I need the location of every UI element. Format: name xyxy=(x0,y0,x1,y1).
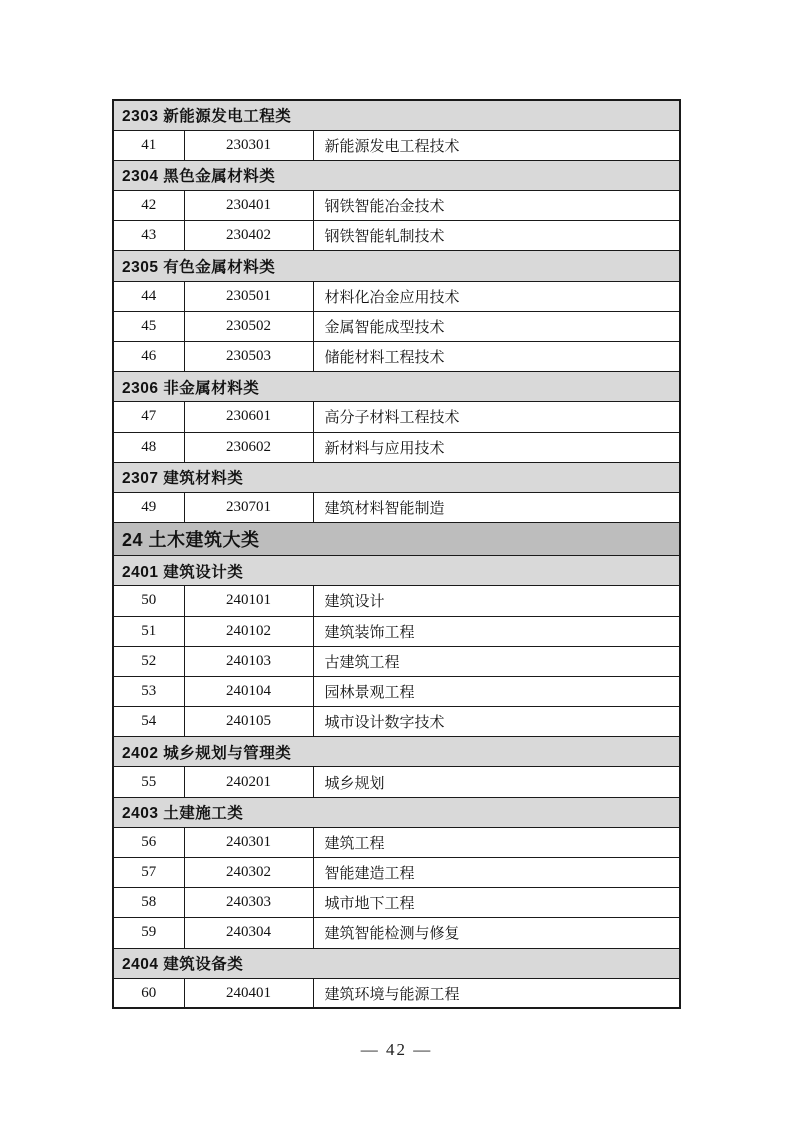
major-row xyxy=(113,676,680,706)
major-name-cell: 智能建造工程 xyxy=(313,858,680,888)
page-number xyxy=(0,1040,793,1060)
major-row xyxy=(113,130,680,160)
category-header-cell: 2402 城乡规划与管理类 xyxy=(113,737,680,767)
major-seq-cell: 60 xyxy=(113,978,184,1008)
major-code-cell: 240103 xyxy=(184,646,313,676)
major-row xyxy=(113,646,680,676)
major-row xyxy=(113,342,680,372)
major-row xyxy=(113,707,680,737)
major-name-cell: 高分子材料工程技术 xyxy=(313,402,680,432)
category-header-cell: 2403 土建施工类 xyxy=(113,797,680,827)
category-header-cell: 2303 新能源发电工程类 xyxy=(113,100,680,130)
major-seq-cell: 50 xyxy=(113,586,184,616)
major-code-cell: 230301 xyxy=(184,130,313,160)
major-code-cell: 230601 xyxy=(184,402,313,432)
major-name-cell: 城市设计数字技术 xyxy=(313,707,680,737)
category-header-row xyxy=(113,556,680,586)
major-row xyxy=(113,767,680,797)
major-seq-cell: 47 xyxy=(113,402,184,432)
major-name-cell: 城乡规划 xyxy=(313,767,680,797)
major-code-cell: 230502 xyxy=(184,311,313,341)
major-name-cell: 新能源发电工程技术 xyxy=(313,130,680,160)
major-seq-cell: 59 xyxy=(113,918,184,948)
major-row xyxy=(113,221,680,251)
major-row xyxy=(113,402,680,432)
major-row xyxy=(113,858,680,888)
major-seq-cell: 51 xyxy=(113,616,184,646)
category-header-row xyxy=(113,100,680,130)
major-code-cell: 240105 xyxy=(184,707,313,737)
major-row xyxy=(113,888,680,918)
category-header-row xyxy=(113,372,680,402)
major-name-cell: 新材料与应用技术 xyxy=(313,432,680,462)
category-header-cell: 2306 非金属材料类 xyxy=(113,372,680,402)
major-seq-cell: 45 xyxy=(113,311,184,341)
major-row xyxy=(113,432,680,462)
major-code-cell: 240201 xyxy=(184,767,313,797)
major-code-cell: 230503 xyxy=(184,342,313,372)
majors-table xyxy=(112,99,681,1009)
major-code-cell: 230501 xyxy=(184,281,313,311)
major-name-cell: 储能材料工程技术 xyxy=(313,342,680,372)
category-header-row xyxy=(113,160,680,190)
major-seq-cell: 56 xyxy=(113,827,184,857)
major-seq-cell: 46 xyxy=(113,342,184,372)
major-name-cell: 建筑装饰工程 xyxy=(313,616,680,646)
major-code-cell: 230401 xyxy=(184,191,313,221)
major-seq-cell: 42 xyxy=(113,191,184,221)
class-header-row xyxy=(113,523,680,556)
category-header-cell: 2304 黑色金属材料类 xyxy=(113,160,680,190)
major-row xyxy=(113,311,680,341)
major-code-cell: 240104 xyxy=(184,676,313,706)
major-seq-cell: 52 xyxy=(113,646,184,676)
major-name-cell: 园林景观工程 xyxy=(313,676,680,706)
major-seq-cell: 44 xyxy=(113,281,184,311)
major-seq-cell: 58 xyxy=(113,888,184,918)
major-code-cell: 240101 xyxy=(184,586,313,616)
major-row xyxy=(113,281,680,311)
major-code-cell: 230602 xyxy=(184,432,313,462)
category-header-row xyxy=(113,797,680,827)
major-name-cell: 城市地下工程 xyxy=(313,888,680,918)
category-header-row xyxy=(113,251,680,281)
category-header-row xyxy=(113,462,680,492)
major-name-cell: 材料化冶金应用技术 xyxy=(313,281,680,311)
major-code-cell: 230701 xyxy=(184,492,313,522)
major-seq-cell: 49 xyxy=(113,492,184,522)
major-code-cell: 230402 xyxy=(184,221,313,251)
major-row xyxy=(113,191,680,221)
major-seq-cell: 43 xyxy=(113,221,184,251)
major-row xyxy=(113,978,680,1008)
class-header-cell: 24 土木建筑大类 xyxy=(113,523,680,556)
major-name-cell: 建筑智能检测与修复 xyxy=(313,918,680,948)
major-code-cell: 240102 xyxy=(184,616,313,646)
major-name-cell: 钢铁智能轧制技术 xyxy=(313,221,680,251)
major-seq-cell: 57 xyxy=(113,858,184,888)
major-seq-cell: 54 xyxy=(113,707,184,737)
major-code-cell: 240401 xyxy=(184,978,313,1008)
category-header-cell: 2401 建筑设计类 xyxy=(113,556,680,586)
major-row xyxy=(113,586,680,616)
major-row xyxy=(113,616,680,646)
major-row xyxy=(113,492,680,522)
page-number-label: — 42 — xyxy=(360,1040,433,1059)
category-header-row xyxy=(113,737,680,767)
major-name-cell: 建筑环境与能源工程 xyxy=(313,978,680,1008)
category-header-cell: 2305 有色金属材料类 xyxy=(113,251,680,281)
category-header-row xyxy=(113,948,680,978)
major-seq-cell: 55 xyxy=(113,767,184,797)
majors-table-body xyxy=(113,100,680,1008)
major-seq-cell: 41 xyxy=(113,130,184,160)
major-row xyxy=(113,918,680,948)
major-seq-cell: 48 xyxy=(113,432,184,462)
major-seq-cell: 53 xyxy=(113,676,184,706)
major-name-cell: 古建筑工程 xyxy=(313,646,680,676)
major-name-cell: 金属智能成型技术 xyxy=(313,311,680,341)
major-code-cell: 240304 xyxy=(184,918,313,948)
major-code-cell: 240303 xyxy=(184,888,313,918)
major-code-cell: 240302 xyxy=(184,858,313,888)
category-header-cell: 2307 建筑材料类 xyxy=(113,462,680,492)
major-row xyxy=(113,827,680,857)
major-code-cell: 240301 xyxy=(184,827,313,857)
major-name-cell: 建筑材料智能制造 xyxy=(313,492,680,522)
major-name-cell: 建筑工程 xyxy=(313,827,680,857)
category-header-cell: 2404 建筑设备类 xyxy=(113,948,680,978)
major-name-cell: 建筑设计 xyxy=(313,586,680,616)
major-name-cell: 钢铁智能冶金技术 xyxy=(313,191,680,221)
